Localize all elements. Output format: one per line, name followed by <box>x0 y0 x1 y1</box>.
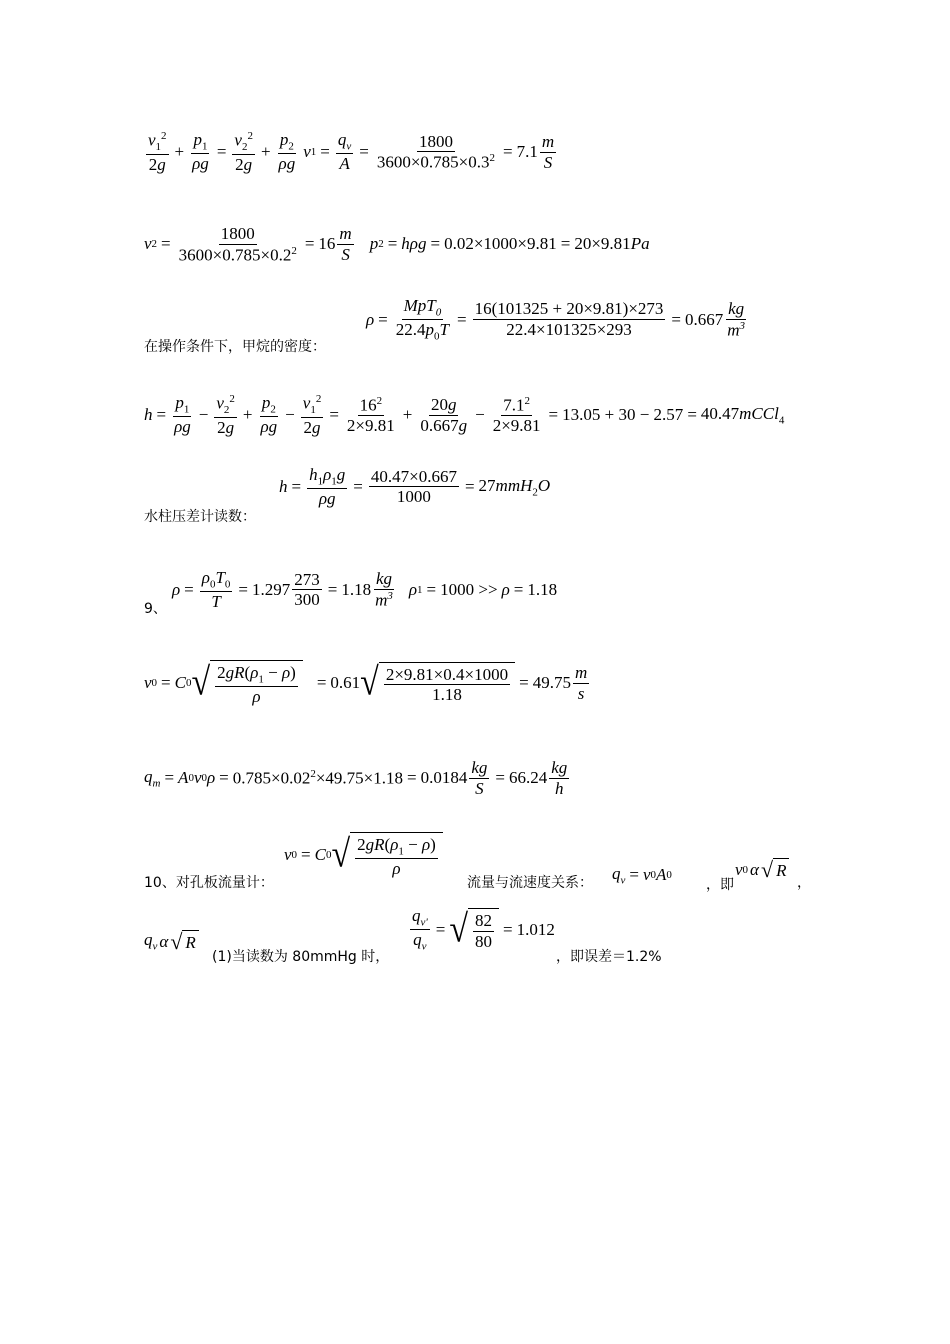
reading-80mmhg-label: (1)当读数为 80mmHg 时， <box>212 949 390 965</box>
comma-label: ， <box>797 875 811 891</box>
equation-water-reading: h = $\frac{h_1\rho_1g}{\rho g}$ = $\frac{40.47\times 0.667}{1000}$ = 27mmH$_2$O <box>279 465 551 509</box>
equation-flow-velocity: $q_v$ = v 0 A 0 <box>612 864 672 887</box>
error-label: ，即误差＝1.2% <box>556 949 662 965</box>
flow-velocity-relation-label: 流量与流速度关系： <box>467 875 593 891</box>
equation-velocity-proportional: v 0 α √ R <box>735 858 789 881</box>
equation-head-ccl4: h = $\frac{p_1}{\rho g}$ − $\frac{v_2^2}{2g}$ + $\frac{p_2}{\rho g}$ − $\frac{v_1^2}{2g}$ = $\frac{16^2}{2\times 9.81}$ + $\frac{20g}{0.667g}$ − $\frac{7.1^2}{2\times 9.81}$ = 13.05 + 30 − 2.57 = 40.47mCCl$_4$ <box>144 393 785 437</box>
namely-label: ，即 <box>706 877 734 893</box>
methane-density-label: 在操作条件下，甲烷的密度： <box>144 339 326 355</box>
equation-flow-proportional: $q_v$ α √ R <box>144 930 199 953</box>
water-manometer-label: 水柱压差计读数： <box>144 509 256 525</box>
problem-9-label: 9、 <box>144 601 167 617</box>
equation-mass-flow: $q_m$ = A 0 v 0 ρ = $0.785\times 0.02^2\times 49.75\times 1.18$ = 0.0184 $\frac{kg}{S}$ = 66.24 $\frac{kg}{h}$ <box>144 758 568 798</box>
equation-orifice-formula: v 0 = C 0 √ $\frac{2gR(\rho_1 - \rho)}{\rho}$ <box>284 832 443 879</box>
equation-air-density: ρ = $\frac{\rho_0T_0}{T}$ = 1.297 $\frac{273}{300}$ = 1.18 $\frac{kg}{m^3}$ ρ 1 = 1000 >> ρ = 1.18 <box>172 568 558 612</box>
equation-methane-density: ρ = $\frac{MpT_0}{22.4p_0T}$ = $\frac{16(101325 + 20\times 9.81)\times 273}{22.4\times 101325\times 293}$ = 0.667 $\frac{kg}{m^3}$ <box>366 296 746 343</box>
equation-flow-ratio: $\frac{q_{v'}}{q_v}$ = √ $\frac{82}{80}$ = 1.012 <box>412 906 555 953</box>
problem-10-label: 10、对孔板流量计： <box>144 875 274 891</box>
equation-v2: v 2 = $\frac{1800}{3600\times 0.785\times 0.2^2}$ = 16 $\frac{m}{S}$ p 2 = hρg = 0.02×1000×9.81 = 20×9.81Pa <box>144 224 650 265</box>
equation-bernoulli-v1: $\frac{v_1^2}{2g}$ + $\frac{p_1}{\rho g}$ = $\frac{v_2^2}{2g}$ + $\frac{p_2}{\rho g}$ v 1 = $\frac{q_v}{A}$ = $\frac{1800}{3600\times 0.785\times 0.3^2}$ = 7.1 $\frac{m}{S}$ <box>148 130 555 174</box>
equation-orifice-velocity: v 0 = C 0 √ $\frac{2gR(\rho_1 - \rho)}{\rho}$ = 0.61 √ $\frac{2\times 9.81\times 0.4\times 1000}{1.18}$ = 49.75 $\frac{m}{s}$ <box>144 661 588 707</box>
